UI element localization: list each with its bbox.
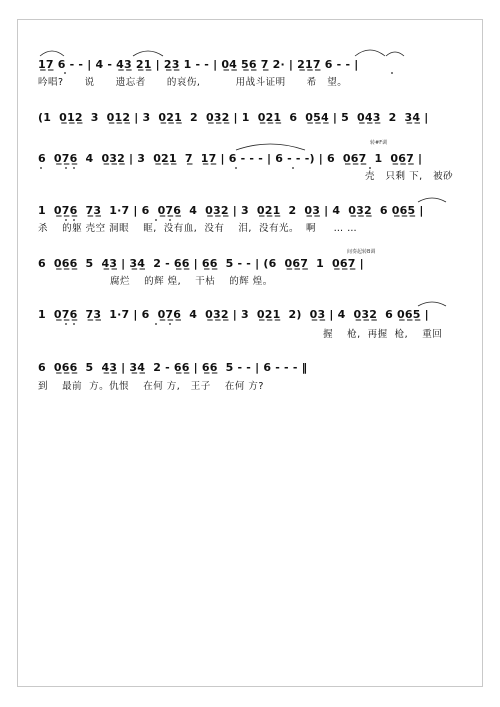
slur-mark (418, 302, 446, 306)
score-row-5-annotation: 间奏起转B调 (347, 249, 376, 255)
score-row-6-notes: 1 0̲7̲6̲ 7̲3̲ 1·7 | 6 0̲7̲6̲ 4 0̲3̲2̲ | 3 0̲2̲1̲ 2) 0̲3̲ | 4 0̲3̲2̲ 6 0̲6̲5̲ | (38, 308, 429, 321)
octave-dot (65, 323, 67, 325)
octave-dot (65, 167, 67, 169)
score-row-3-lyrics: 壳 只剩 下, 被砂 (365, 171, 454, 182)
slur-mark (418, 198, 446, 202)
slur-mark (355, 50, 385, 56)
octave-dot (292, 167, 294, 169)
octave-dot (73, 167, 75, 169)
slur-mark (236, 144, 305, 150)
score-row-5-lyrics: 腐烂 的辉 煌, 干枯 的辉 煌。 (110, 276, 273, 287)
score-row-1-lyrics: 吟唱? 说 遗忘者 的哀伤, 用战斗证明 希 望。 (38, 77, 348, 88)
score-row-7-notes: 6 0̲6̲6̲ 5 4̲3̲ | 3̲4̲ 2 - 6̲6̲ | 6̲6̲ 5 - - | 6 - - - ‖ (38, 361, 308, 374)
slur-mark (386, 52, 404, 56)
score-row-7-lyrics: 到 最前 方。仇恨 在何 方, 王子 在何 方? (38, 381, 264, 392)
score-row-4-lyrics: 杀 的躯 壳空 洞眼 眶, 没有血, 没有 泪, 没有光。 啊 … … (38, 223, 358, 234)
score-row-3-notes: 6 0̲7̲6̲ 4 0̲3̲2̲ | 3 0̲2̲1̲ 7̲ 1̲7̲ | 6 - - - | 6 - - -) | 6 0̲6̲7̲ 1 0̲6̲7̲ | (38, 152, 423, 165)
score-row-5-notes: 6 0̲6̲6̲ 5 4̲3̲ | 3̲4̲ 2 - 6̲6̲ | 6̲6̲ 5 - - | (6 0̲6̲7̲ 1 0̲6̲7̲ | (38, 257, 364, 270)
slur-mark (133, 51, 163, 56)
octave-dot (391, 72, 393, 74)
score-row-3-annotation: 转#F调 (370, 140, 388, 146)
octave-dot (169, 219, 171, 221)
octave-dot (155, 323, 157, 325)
octave-dot (169, 323, 171, 325)
score-row-1-notes: 1̲7̲ 6 - - | 4 - 4̲3̲ 2̲1̲ | 2̲3̲ 1 - - | 0̲4̲ 5̲6̲ 7̲ 2· | 2̲1̲7̲ 6 - - | (38, 58, 359, 71)
octave-dot (235, 167, 237, 169)
octave-dot (155, 219, 157, 221)
score-row-2-notes: (1 0̲1̲2̲ 3 0̲1̲2̲ | 3 0̲2̲1̲ 2 0̲3̲2̲ | 1 0̲2̲1̲ 6 0̲5̲4̲ | 5 0̲4̲3̲ 2 3̲4̲ | (38, 111, 429, 124)
octave-dot (369, 167, 371, 169)
octave-dot (73, 323, 75, 325)
slur-mark (40, 51, 64, 56)
score-row-4-notes: 1 0̲7̲6̲ 7̲3̲ 1·7 | 6 0̲7̲6̲ 4 0̲3̲2̲ | 3 0̲2̲1̲ 2 0̲3̲ | 4 0̲3̲2̲ 6 0̲6̲5̲ | (38, 204, 424, 217)
octave-dot (65, 219, 67, 221)
octave-dot (73, 219, 75, 221)
score-row-6-lyrics: 握 枪, 再握 枪, 重回 (323, 329, 443, 340)
octave-dot (64, 72, 66, 74)
octave-dot (40, 167, 42, 169)
